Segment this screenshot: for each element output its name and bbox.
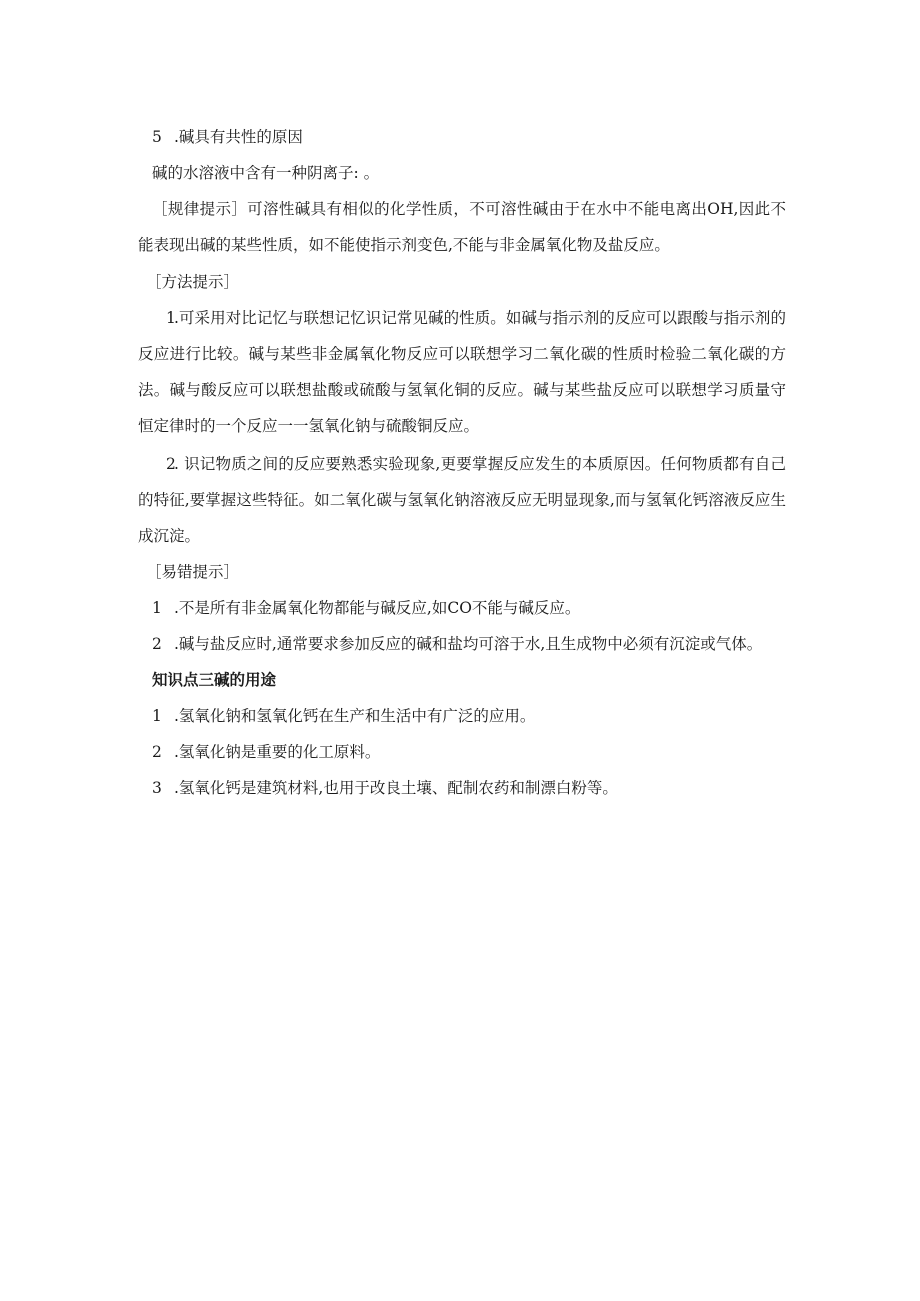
error-item-1-number: 1 <box>152 599 162 617</box>
anion-line: 碱的水溶液中含有一种阴离子: 。 <box>152 164 380 182</box>
method-item-2 <box>138 446 786 554</box>
method-tip-heading: ［方法提示］ <box>146 273 240 291</box>
section-5-title: .碱具有共性的原因 <box>174 128 303 146</box>
use-item-3-number: 3 <box>152 779 162 797</box>
error-item-2-text: .碱与盐反应时,通常要求参加反应的碱和盐均可溶于水,且生成物中必须有沉淀或气体。 <box>174 635 763 653</box>
method-item-1-text: .可采用对比记忆与联想记忆识记常见碱的性质。如碱与指示剂的反应可以跟酸与指示剂的反应进行比较。碱与某些非金属氧化物反应可以联想学习二氧化碳的性质时检验二氧化碳的方法。碱与酸反应可以联想盐酸或硫酸与氢氧化铜的反应。碱与某些盐反应可以联想学习质量守恒定律时的一个反应一一氢氧化钠与硫酸铜反应。 <box>138 309 786 435</box>
use-item-1 <box>152 706 535 726</box>
use-item-3 <box>152 778 618 798</box>
method-item-2-text: . 识记物质之间的反应要熟悉实验现象,更要掌握反应发生的本质原因。任何物质都有自己的特征,要掌握这些特征。如二氧化碳与氢氧化钠溶液反应无明显现象,而与氢氧化钙溶液反应生成沉淀。 <box>138 455 786 545</box>
knowledge-point-3-heading: 知识点三碱的用途 <box>152 671 277 689</box>
error-item-2 <box>152 634 762 654</box>
use-item-2-number: 2 <box>152 743 162 761</box>
use-item-3-text: .氢氧化钙是建筑材料,也用于改良土壤、配制农药和制漂白粉等。 <box>174 779 618 797</box>
section-5-heading <box>152 127 303 147</box>
method-item-1 <box>138 300 786 444</box>
use-item-2 <box>152 742 380 762</box>
use-item-1-number: 1 <box>152 707 162 725</box>
error-item-2-number: 2 <box>152 635 162 653</box>
rule-tip-paragraph: ［规律提示］可溶性碱具有相似的化学性质，不可溶性碱由于在水中不能电离出OH,因此不能表现出碱的某些性质，如不能使指示剂变色,不能与非金属氧化物及盐反应。 <box>138 200 786 254</box>
error-tip-heading: ［易错提示］ <box>146 563 240 581</box>
section-5-number: 5 <box>152 128 162 146</box>
method-item-2-number: 2 <box>166 455 176 473</box>
error-item-1 <box>152 598 580 618</box>
use-item-1-text: .氢氧化钠和氢氧化钙在生产和生活中有广泛的应用。 <box>174 707 536 725</box>
use-item-2-text: .氢氧化钠是重要的化工原料。 <box>174 743 381 761</box>
error-item-1-text: .不是所有非金属氧化物都能与碱反应,如CO不能与碱反应。 <box>174 599 581 617</box>
method-item-1-number: 1 <box>166 309 176 327</box>
